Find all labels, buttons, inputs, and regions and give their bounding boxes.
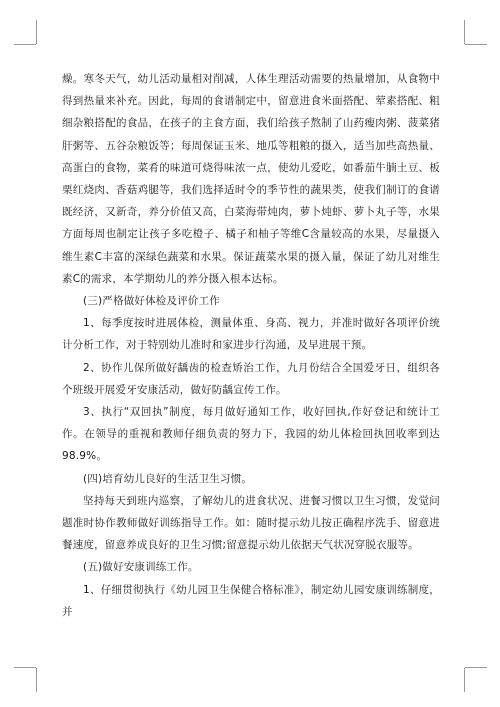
- crop-mark-bottom-left-v: [36, 668, 37, 692]
- paragraph-exam-item-2: 2、协作儿保所做好龋齿的检查矫治工作，九月份结合全国爱牙日，组织各个班级开展爱牙安康活动，做好防龋宣传工作。: [62, 361, 440, 396]
- paragraph-exam-item-3: 3、执行“双回执”制度，每月做好通知工作，收好回执,作好登记和统计工作。在领导的重视和教师仔细负责的努力下，我园的幼儿体检回执回收率到达98.9%。: [62, 406, 440, 463]
- paragraph-education-item-1: 1、仔细贯彻执行《幼儿园卫生保健合格标准》，制定幼儿园安康训练制度，并: [62, 583, 440, 618]
- paragraph-diet: 燥。寒冬天气，幼儿活动量相对削减，人体生理活动需要的热量增加，从食物中得到热量来补充。因此，每周的食谱制定中，留意进食米面搭配、荤素搭配、粗细杂粮搭配的食品，在孩子的主食方面，我们给孩子熬制了山药瘦肉粥、菠菜猪肝粥等、五谷杂粮饭等；每周保证玉米、地瓜等粗粮的摄入，适当加些高热量、高蛋白的食物，菜肴的味道可烧得味浓一点，使幼儿爱吃，如番茄牛腩土豆、板栗红烧肉、香菇鸡腿等，我们选择适时令的季节性的蔬果类，使我们制订的食谱既经济，又新奇，养分价值又高，白菜海带炖肉，萝卜炖虾、萝卜丸子等，水果方面每周也制定让孩子多吃橙子、橘子和柚子等维C含量较高的水果，尽量摄入维生素C丰富的深绿色蔬菜和水果。保证蔬菜水果的摄入量，保证了幼儿对维生素C的需求，本学期幼儿的养分摄入根本达标。: [62, 73, 440, 285]
- crop-mark-bottom-right-h: [465, 667, 487, 668]
- crop-mark-top-right-h: [465, 44, 487, 45]
- section-heading-health-education: (五)做好安康训练工作。: [83, 561, 199, 574]
- document-body: [62, 68, 440, 623]
- paragraph-hygiene: 坚持每天到班内巡察，了解幼儿的进食状况、进餐习惯以卫生习惯，发觉问题准时协作教师做好训练指导工作。如：随时提示幼儿按正确程序洗手、留意进餐速度，留意养成良好的卫生习惯;留意提示幼儿依据天气状况穿脱衣服等。: [62, 494, 440, 552]
- section-heading-hygiene-habits: (四)培育幼儿良好的生活卫生习惯。: [83, 472, 253, 485]
- crop-mark-top-right-v: [464, 20, 465, 44]
- crop-mark-bottom-left-h: [14, 667, 36, 668]
- crop-mark-top-left-h: [14, 44, 36, 45]
- section-heading-physical-exam: (三)严格做好体检及评价工作: [83, 295, 220, 308]
- crop-mark-bottom-right-v: [464, 668, 465, 692]
- paragraph-exam-item-1: 1、每季度按时进展体检，测量体重、身高、视力，并准时做好各项评价统计分析工作，对于特别幼儿准时和家进步行沟通，及早进展干预。: [62, 317, 440, 352]
- crop-mark-top-left-v: [36, 20, 37, 44]
